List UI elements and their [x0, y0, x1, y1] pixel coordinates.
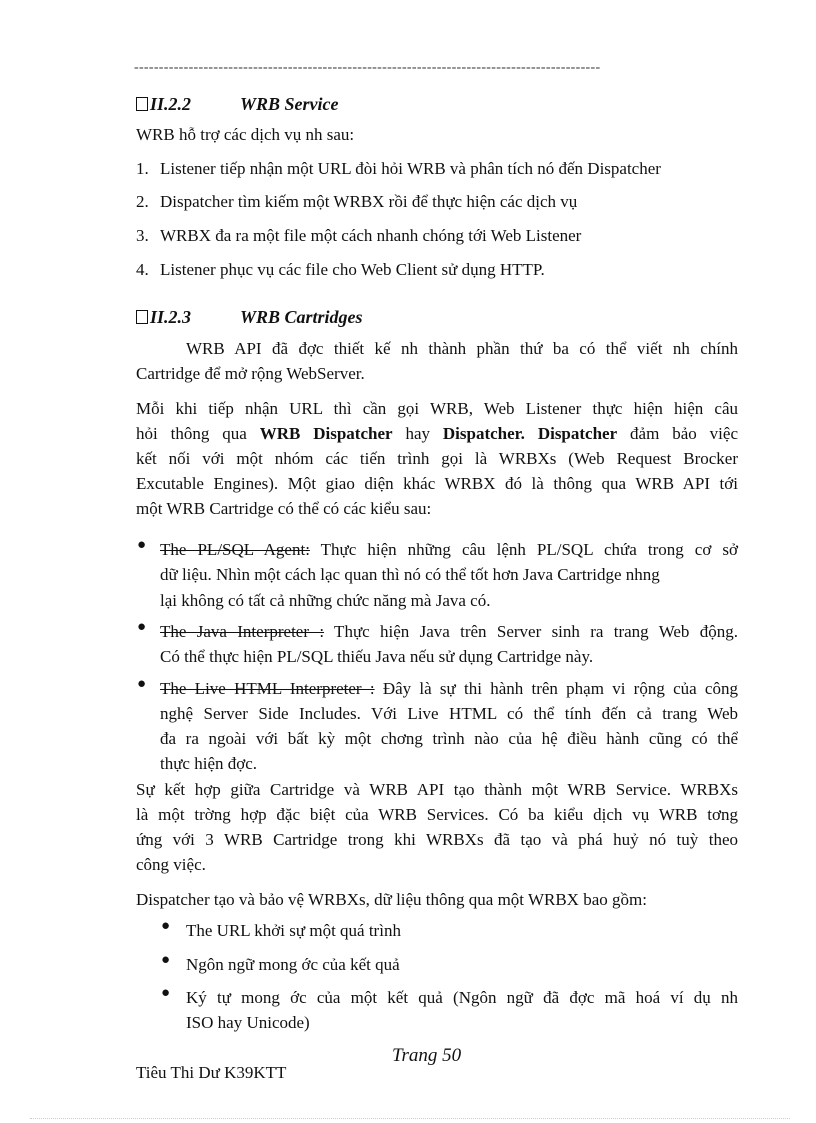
- page-number: Trang 50: [392, 1045, 462, 1066]
- list-text: Dispatcher tìm kiếm một WRBX rồi để thực hiện các dịch vụ: [160, 192, 578, 211]
- section-intro: WRB hỗ trợ các dịch vụ nh sau:: [136, 125, 355, 144]
- bullet-label: The Java Interpreter :: [160, 622, 325, 641]
- text-run: Đây là sự thi hành trên phạm vi rộng của công: [374, 679, 738, 698]
- list-number: 2.: [136, 192, 149, 211]
- footer-author: Tiêu Thi Dư K39KTT: [136, 1063, 287, 1082]
- list-item: Ngôn ngữ mong ớc của kết quả: [186, 955, 400, 974]
- list-item: [136, 257, 545, 282]
- bullet-line: [160, 537, 738, 562]
- bullet-line: đa ra ngoài với bất kỳ một chơng trình nào của hệ điều hành cũng có thể: [160, 729, 738, 748]
- paragraph-line: ứng với 3 WRB Cartridge trong khi WRBXs đã tạo và phá huỷ nó tuỳ theo: [136, 830, 738, 849]
- section-number: II.2.3: [150, 307, 192, 327]
- bullet-line: lại không có tất cả những chức năng mà Java có.: [160, 591, 491, 610]
- bullet-icon: ●: [137, 619, 147, 635]
- paragraph-line: một WRB Cartridge có thể có các kiểu sau:: [136, 499, 432, 518]
- bullet-icon: ●: [161, 918, 171, 934]
- bullet-icon: ●: [137, 676, 147, 692]
- bullet-line: thực hiện đợc.: [160, 754, 258, 773]
- bold-term: Dispatcher. Dispatcher: [442, 424, 618, 443]
- bold-term: WRB Dispatcher: [259, 424, 393, 443]
- paragraph-line: công việc.: [136, 855, 206, 874]
- section-heading-wrb-service: [136, 94, 339, 115]
- list-number: 4.: [136, 260, 149, 279]
- section-number: II.2.2: [150, 94, 192, 114]
- paragraph-line: Mỗi khi tiếp nhận URL thì cần gọi WRB, Web Listener thực hiện hiện câu: [136, 399, 738, 418]
- section-title: WRB Cartridges: [240, 307, 363, 327]
- paragraph-line: Excutable Engines). Một giao diện khác WRBX đó là thông qua WRB API tới: [136, 474, 738, 493]
- text-run: hay: [392, 424, 443, 443]
- paragraph-line: WRB API đã đợc thiết kế nh thành phần thứ ba có thể viết nh chính: [186, 339, 738, 358]
- text-run: hỏi thông qua: [136, 424, 260, 443]
- text-run: đảm bảo việc: [617, 424, 738, 443]
- paragraph-line: là một trờng hợp đặc biệt của WRB Services. Có ba kiểu dịch vụ WRB tơng: [136, 805, 738, 824]
- text-run: Thực hiện những câu lệnh PL/SQL chứa trong cơ sở: [309, 540, 738, 559]
- bullet-line: [160, 676, 738, 701]
- list-item: The URL khởi sự một quá trình: [186, 921, 401, 940]
- paragraph-line: Sự kết hợp giữa Cartridge và WRB API tạo thành một WRB Service. WRBXs: [136, 780, 738, 799]
- list-text: Listener phục vụ các file cho Web Client sử dụng HTTP.: [160, 260, 545, 279]
- list-item: ISO hay Unicode): [186, 1013, 310, 1032]
- bullet-label: The PL/SQL Agent:: [160, 540, 310, 559]
- text-run: Thực hiện Java trên Server sinh ra trang Web động.: [324, 622, 738, 641]
- checkbox-glyph-icon: [136, 310, 148, 324]
- bullet-line: dữ liệu. Nhìn một cách lạc quan thì nó có thể tốt hơn Java Cartridge nhng: [160, 565, 660, 584]
- bullet-icon: ●: [161, 985, 171, 1001]
- list-item: [136, 189, 577, 214]
- bullet-line: [160, 619, 738, 644]
- list-text: WRBX đa ra một file một cách nhanh chóng tới Web Listener: [160, 226, 582, 245]
- bullet-label: The Live HTML Interpreter :: [160, 679, 375, 698]
- bullet-line: nghệ Server Side Includes. Với Live HTML có thể tính đến cả trang Web: [160, 704, 738, 723]
- paragraph-line: Dispatcher tạo và bảo vệ WRBXs, dữ liệu thông qua một WRBX bao gồm:: [136, 890, 647, 909]
- list-text: Listener tiếp nhận một URL đòi hỏi WRB và phân tích nó đến Dispatcher: [160, 159, 661, 178]
- paragraph-line: kết nối với một nhóm các tiến trình gọi là WRBXs (Web Request Brocker: [136, 449, 738, 468]
- list-item: [136, 156, 661, 181]
- paragraph-line: [136, 421, 738, 446]
- section-title: WRB Service: [240, 94, 339, 114]
- checkbox-glyph-icon: [136, 97, 148, 111]
- list-number: 3.: [136, 226, 149, 245]
- header-dashed-rule: ----------------------------------------------------------------------------------------------: [134, 60, 601, 75]
- section-heading-wrb-cartridges: [136, 307, 363, 328]
- list-item: Ký tự mong ớc của một kết quả (Ngôn ngữ đã đợc mã hoá ví dụ nh: [186, 988, 738, 1007]
- bullet-icon: ●: [161, 952, 171, 968]
- list-number: 1.: [136, 159, 149, 178]
- bottom-dotted-rule: [30, 1118, 790, 1119]
- bullet-icon: ●: [137, 537, 147, 553]
- list-item: [136, 223, 581, 248]
- paragraph-line: Cartridge để mở rộng WebServer.: [136, 364, 365, 383]
- bullet-line: Có thể thực hiện PL/SQL thiếu Java nếu sử dụng Cartridge này.: [160, 647, 594, 666]
